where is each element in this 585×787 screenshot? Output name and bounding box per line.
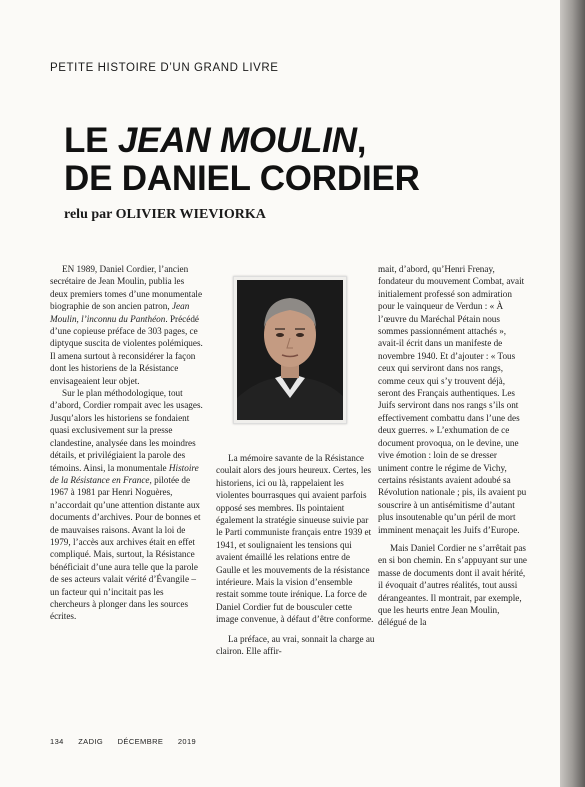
- issue-month: DÉCEMBRE: [117, 737, 164, 746]
- paragraph: La mémoire savante de la Résistance coulait alors des jours heureux. Certes, les historiens, ici ou là, rappelaient les violentes bourrasques qui avaient parfois opposé ses membres. Ils pointaient également la stratégie sinueuse suivie par le Parti communiste français entre 1939 et 1941, et soulignaient les tensions qui avaient émaillé les relations entre de Gaulle et les mouvements de la résistance intérieure. Mais la vision d’ensemble restait somme toute irénique. La force de Daniel Cordier fut de bousculer cette image convenue, à défaut d’être conforme.: [216, 453, 374, 625]
- page-number: 134: [50, 737, 64, 746]
- article-title: [64, 122, 420, 198]
- paragraph: mait, d’abord, qu’Henri Frenay, fondateur du mouvement Combat, avait initialement professé son admiration pour le vainqueur de Verdun : « À l’œuvre du Maréchal Pétain nous sommes passionnément attachés », avait-il écrit dans un manifeste de novembre 1940. Et d’ajouter : « Tous ceux qui serviront dans nos rangs, comme ceux qui s’y trouvent déjà, seront des Français authentiques. Les Juifs serviront dans nos rangs s’ils ont effectivement combattu dans l’une des deux guerres. » L’exhumation de ce document provoqua, on le devine, une vive émotion : loin de se dresser uniment contre le régime de Vichy, certains résistants avaient adoubé sa Révolution nationale ; pis, ils avaient pu souscrire à un antisémitisme d’autant plus insoutenable qu’un péril de mort imminent menaçait les Juifs d’Europe.: [378, 264, 527, 535]
- issue-year: 2019: [177, 737, 197, 746]
- title-line-2: DE DANIEL CORDIER: [64, 159, 420, 198]
- paragraph: Sur le plan méthodologique, tout d’abord, Cordier rompait avec les usages. Jusqu’alors les historiens se fondaient quasi exclusivement sur la presse clandestine, analysée dans les moindres détails, et privilégiaient la parole des témoins. Ainsi, la monumentale Histoire de la Résistance en France, pilotée de 1967 à 1981 par Henri Noguères, n’accordait qu’une attention distante aux documents d’archives. Pour de bonnes et de mauvaises raisons. Avant la loi de 1979, l’accès aux archives était en effet compliqué. Mais, surtout, la Résistance bénéficiait d’une aura telle que la parole de ses acteurs valait vérité d’Évangile – un facteur qui n’incitait pas les chercheurs à plonger dans les sources écrites.: [50, 388, 203, 622]
- column-2: [216, 452, 376, 658]
- binding-shadow: [560, 0, 585, 787]
- author-photo: [233, 276, 347, 424]
- byline: relu par OLIVIER WIEVIORKA: [64, 207, 266, 222]
- paragraph: EN 1989, Daniel Cordier, l’ancien secrétaire de Jean Moulin, publia les deux premiers tomes d’une monumentale biographie de son ancien patron, Jean Moulin, l’inconnu du Panthéon. Précédé d’une copieuse préface de 303 pages, ce diptyque suscita de violentes polémiques. Il amena surtout à reconsidérer la façon dont les historiens de la Résistance envisageaient leur objet.: [50, 264, 203, 386]
- page-footer: [50, 737, 208, 746]
- paragraph: Mais Daniel Cordier ne s’arrêtait pas en si bon chemin. En s’appuyant sur une masse de documents dont il avait hérité, il évoquait d’autres réalités, tout aussi dérangeantes. Il montrait, par exemple, que les heurts entre Jean Moulin, délégué de la: [378, 542, 528, 628]
- magazine-name: ZADIG: [78, 737, 104, 746]
- title-line-1: LE JEAN MOULIN,: [64, 121, 367, 160]
- paragraph: La préface, au vrai, sonnait la charge au clairon. Elle affir-: [216, 633, 375, 657]
- portrait-image: [237, 280, 343, 420]
- column-1: [50, 263, 204, 623]
- column-3: [378, 263, 528, 629]
- section-kicker: PETITE HISTOIRE D’UN GRAND LIVRE: [50, 62, 279, 74]
